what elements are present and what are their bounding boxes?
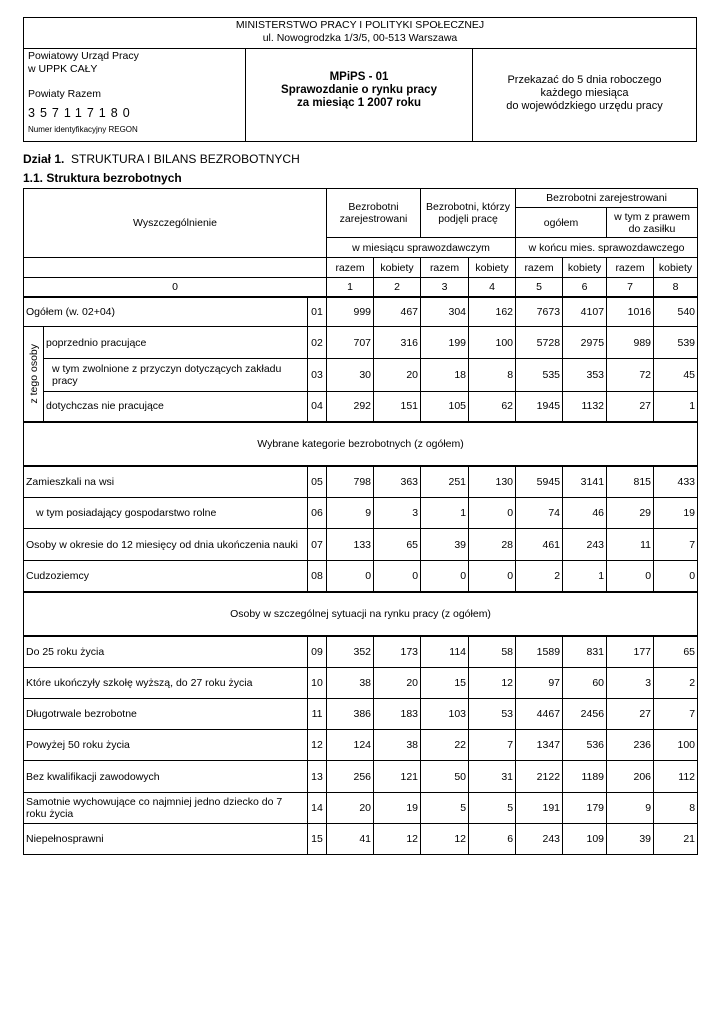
row-label: Samotnie wychowujące co najmniej jedno dziecko do 7 roku życia	[24, 793, 308, 824]
cell-value: 2975	[563, 327, 607, 359]
row-label: Osoby w okresie do 12 miesięcy od dnia ukończenia nauki	[24, 529, 308, 561]
cell-value: 151	[374, 392, 421, 422]
cell-value: 2	[654, 668, 698, 699]
cell-value: 536	[563, 730, 607, 761]
cell-value: 707	[327, 327, 374, 359]
header-razem: razem	[421, 258, 469, 278]
cell-value: 191	[516, 793, 563, 824]
column-number-0: 0	[24, 278, 327, 297]
cell-value: 124	[327, 730, 374, 761]
header-razem: razem	[516, 258, 563, 278]
cell-value: 461	[516, 529, 563, 561]
cell-value: 19	[654, 498, 698, 529]
submission-line-3: do wojewódzkiego urzędu pracy	[506, 100, 663, 112]
row-label: Do 25 roku życia	[24, 636, 308, 668]
table-row	[24, 498, 698, 529]
row-code: 01	[308, 297, 327, 327]
cell-value: 39	[421, 529, 469, 561]
header-period-month: w miesiącu sprawozdawczym	[327, 238, 516, 258]
cell-value: 6	[469, 824, 516, 855]
cell-value: 12	[374, 824, 421, 855]
cell-value: 183	[374, 699, 421, 730]
row-label: w tym posiadający gospodarstwo rolne	[24, 498, 308, 529]
cell-value: 535	[516, 359, 563, 392]
column-number-7: 7	[607, 278, 654, 297]
cell-value: 8	[654, 793, 698, 824]
header-blank	[24, 258, 327, 278]
cell-value: 60	[563, 668, 607, 699]
form-period: za miesiąc 1 2007 roku	[296, 97, 422, 109]
cell-value: 316	[374, 327, 421, 359]
section-special-situation: Osoby w szczególnej sytuacji na rynku pracy (z ogółem)	[24, 592, 698, 636]
cell-value: 7673	[516, 297, 563, 327]
cell-value: 65	[374, 529, 421, 561]
cell-value: 798	[327, 466, 374, 498]
cell-value: 65	[654, 636, 698, 668]
section-number: Dział 1.	[23, 152, 65, 166]
cell-value: 5945	[516, 466, 563, 498]
cell-value: 173	[374, 636, 421, 668]
cell-value: 0	[469, 498, 516, 529]
cell-value: 206	[607, 761, 654, 793]
cell-value: 38	[374, 730, 421, 761]
cell-value: 0	[421, 561, 469, 592]
cell-value: 3	[607, 668, 654, 699]
cell-value: 5	[469, 793, 516, 824]
office-unit: w UPPK CAŁY	[28, 63, 98, 75]
table-row	[24, 359, 698, 392]
header-wyszczegolnienie: Wyszczególnienie	[24, 189, 327, 258]
row-label: w tym zwolnione z przyczyn dotyczących zakładu pracy	[44, 359, 308, 392]
header-zarejestrowani: Bezrobotni zarejestrowani	[327, 189, 421, 238]
cell-value: 41	[327, 824, 374, 855]
cell-value: 304	[421, 297, 469, 327]
cell-value: 22	[421, 730, 469, 761]
cell-value: 999	[327, 297, 374, 327]
cell-value: 177	[607, 636, 654, 668]
cell-value: 1945	[516, 392, 563, 422]
regon-number: 357117180	[28, 106, 135, 120]
cell-value: 199	[421, 327, 469, 359]
cell-value: 46	[563, 498, 607, 529]
form-code: MPiPS - 01	[329, 71, 389, 83]
cell-value: 179	[563, 793, 607, 824]
row-code: 11	[308, 699, 327, 730]
header-zasilek: w tym z prawem do zasiłku	[607, 208, 698, 238]
ministry-address: ul. Nowogrodzka 1/3/5, 00-513 Warszawa	[262, 32, 458, 44]
table-row	[24, 392, 698, 422]
cell-value: 12	[421, 824, 469, 855]
form-header	[23, 17, 697, 142]
cell-value: 467	[374, 297, 421, 327]
structure-table	[23, 188, 698, 855]
row-code: 02	[308, 327, 327, 359]
cell-value: 0	[374, 561, 421, 592]
row-label: Ogółem (w. 02+04)	[24, 297, 308, 327]
table-row	[24, 466, 698, 498]
table-row	[24, 699, 698, 730]
cell-value: 2456	[563, 699, 607, 730]
cell-value: 100	[469, 327, 516, 359]
submission-note	[473, 49, 696, 141]
row-code: 12	[308, 730, 327, 761]
cell-value: 433	[654, 466, 698, 498]
row-label: dotychczas nie pracujące	[44, 392, 308, 422]
row-code: 04	[308, 392, 327, 422]
cell-value: 0	[607, 561, 654, 592]
row-label: Zamieszkali na wsi	[24, 466, 308, 498]
cell-value: 18	[421, 359, 469, 392]
cell-value: 114	[421, 636, 469, 668]
cell-value: 386	[327, 699, 374, 730]
table-row	[24, 529, 698, 561]
row-code: 13	[308, 761, 327, 793]
cell-value: 20	[327, 793, 374, 824]
row-code: 06	[308, 498, 327, 529]
column-number-5: 5	[516, 278, 563, 297]
cell-value: 256	[327, 761, 374, 793]
cell-value: 20	[374, 359, 421, 392]
row-label: poprzednio pracujące	[44, 327, 308, 359]
table-row	[24, 793, 698, 824]
cell-value: 11	[607, 529, 654, 561]
cell-value: 39	[607, 824, 654, 855]
cell-value: 1347	[516, 730, 563, 761]
ministry-block	[24, 18, 696, 49]
regon-caption: Numer identyfikacyjny REGON	[28, 125, 138, 134]
cell-value: 27	[607, 699, 654, 730]
table-row	[24, 668, 698, 699]
cell-value: 27	[607, 392, 654, 422]
cell-value: 12	[469, 668, 516, 699]
cell-value: 0	[469, 561, 516, 592]
cell-value: 540	[654, 297, 698, 327]
header-razem: razem	[607, 258, 654, 278]
submission-line-1: Przekazać do 5 dnia roboczego	[507, 74, 662, 86]
header-kobiety: kobiety	[374, 258, 421, 278]
column-number-3: 3	[421, 278, 469, 297]
row-label: Niepełnosprawni	[24, 824, 308, 855]
header-kobiety: kobiety	[469, 258, 516, 278]
cell-value: 30	[327, 359, 374, 392]
vertical-group-label	[24, 327, 44, 422]
table-row	[24, 297, 698, 327]
cell-value: 9	[327, 498, 374, 529]
row-code: 03	[308, 359, 327, 392]
submission-line-2: każdego miesiąca	[540, 87, 629, 99]
table-row	[24, 824, 698, 855]
cell-value: 352	[327, 636, 374, 668]
cell-value: 97	[516, 668, 563, 699]
cell-value: 62	[469, 392, 516, 422]
row-code: 08	[308, 561, 327, 592]
cell-value: 2122	[516, 761, 563, 793]
section-title	[23, 152, 300, 166]
table-row	[24, 636, 698, 668]
form-title-block	[246, 49, 473, 141]
header-podjeli-prace: Bezrobotni, którzy podjęli pracę	[421, 189, 516, 238]
cell-value: 100	[654, 730, 698, 761]
cell-value: 3	[374, 498, 421, 529]
cell-value: 29	[607, 498, 654, 529]
office-district: Powiaty Razem	[28, 88, 101, 100]
cell-value: 58	[469, 636, 516, 668]
column-number-1: 1	[327, 278, 374, 297]
cell-value: 292	[327, 392, 374, 422]
cell-value: 15	[421, 668, 469, 699]
header-ogolem: ogółem	[516, 208, 607, 238]
section-selected-categories: Wybrane kategorie bezrobotnych (z ogółem)	[24, 422, 698, 466]
cell-value: 539	[654, 327, 698, 359]
cell-value: 7	[654, 699, 698, 730]
column-number-8: 8	[654, 278, 698, 297]
row-code: 07	[308, 529, 327, 561]
cell-value: 112	[654, 761, 698, 793]
cell-value: 1	[654, 392, 698, 422]
header-period-end: w końcu mies. sprawozdawczego	[516, 238, 698, 258]
cell-value: 5	[421, 793, 469, 824]
cell-value: 1016	[607, 297, 654, 327]
cell-value: 363	[374, 466, 421, 498]
cell-value: 243	[563, 529, 607, 561]
header-razem: razem	[327, 258, 374, 278]
cell-value: 3141	[563, 466, 607, 498]
form-title: Sprawozdanie o rynku pracy	[281, 84, 437, 96]
column-number-6: 6	[563, 278, 607, 297]
cell-value: 1132	[563, 392, 607, 422]
cell-value: 1589	[516, 636, 563, 668]
cell-value: 5728	[516, 327, 563, 359]
table-row	[24, 561, 698, 592]
cell-value: 130	[469, 466, 516, 498]
cell-value: 9	[607, 793, 654, 824]
cell-value: 1189	[563, 761, 607, 793]
cell-value: 53	[469, 699, 516, 730]
cell-value: 831	[563, 636, 607, 668]
cell-value: 109	[563, 824, 607, 855]
cell-value: 1	[563, 561, 607, 592]
cell-value: 243	[516, 824, 563, 855]
cell-value: 251	[421, 466, 469, 498]
cell-value: 50	[421, 761, 469, 793]
cell-value: 4107	[563, 297, 607, 327]
row-label: Które ukończyły szkołę wyższą, do 27 roku życia	[24, 668, 308, 699]
section-name: STRUKTURA I BILANS BEZROBOTNYCH	[71, 152, 300, 166]
row-code: 05	[308, 466, 327, 498]
cell-value: 4467	[516, 699, 563, 730]
row-label: Długotrwale bezrobotne	[24, 699, 308, 730]
header-zarejestrowani-koniec: Bezrobotni zarejestrowani	[516, 189, 698, 208]
row-label: Cudzoziemcy	[24, 561, 308, 592]
cell-value: 105	[421, 392, 469, 422]
column-number-4: 4	[469, 278, 516, 297]
cell-value: 353	[563, 359, 607, 392]
cell-value: 72	[607, 359, 654, 392]
cell-value: 21	[654, 824, 698, 855]
office-name: Powiatowy Urząd Pracy	[28, 50, 139, 62]
row-label: Bez kwalifikacji zawodowych	[24, 761, 308, 793]
subsection-title: 1.1. Struktura bezrobotnych	[23, 171, 182, 185]
cell-value: 7	[469, 730, 516, 761]
office-block	[24, 49, 246, 141]
cell-value: 815	[607, 466, 654, 498]
cell-value: 133	[327, 529, 374, 561]
cell-value: 162	[469, 297, 516, 327]
cell-value: 0	[327, 561, 374, 592]
table-row	[24, 327, 698, 359]
cell-value: 19	[374, 793, 421, 824]
vertical-group-text: z tego osoby	[27, 343, 40, 404]
row-label: Powyżej 50 roku życia	[24, 730, 308, 761]
cell-value: 31	[469, 761, 516, 793]
row-code: 09	[308, 636, 327, 668]
cell-value: 28	[469, 529, 516, 561]
cell-value: 121	[374, 761, 421, 793]
cell-value: 45	[654, 359, 698, 392]
cell-value: 989	[607, 327, 654, 359]
column-number-2: 2	[374, 278, 421, 297]
cell-value: 2	[516, 561, 563, 592]
cell-value: 103	[421, 699, 469, 730]
row-code: 15	[308, 824, 327, 855]
table-row	[24, 761, 698, 793]
row-code: 14	[308, 793, 327, 824]
row-code: 10	[308, 668, 327, 699]
cell-value: 7	[654, 529, 698, 561]
cell-value: 38	[327, 668, 374, 699]
cell-value: 74	[516, 498, 563, 529]
table-row	[24, 730, 698, 761]
cell-value: 0	[654, 561, 698, 592]
header-kobiety: kobiety	[654, 258, 698, 278]
cell-value: 20	[374, 668, 421, 699]
ministry-name: MINISTERSTWO PRACY I POLITYKI SPOŁECZNEJ	[235, 19, 485, 31]
cell-value: 1	[421, 498, 469, 529]
cell-value: 236	[607, 730, 654, 761]
cell-value: 8	[469, 359, 516, 392]
header-kobiety: kobiety	[563, 258, 607, 278]
